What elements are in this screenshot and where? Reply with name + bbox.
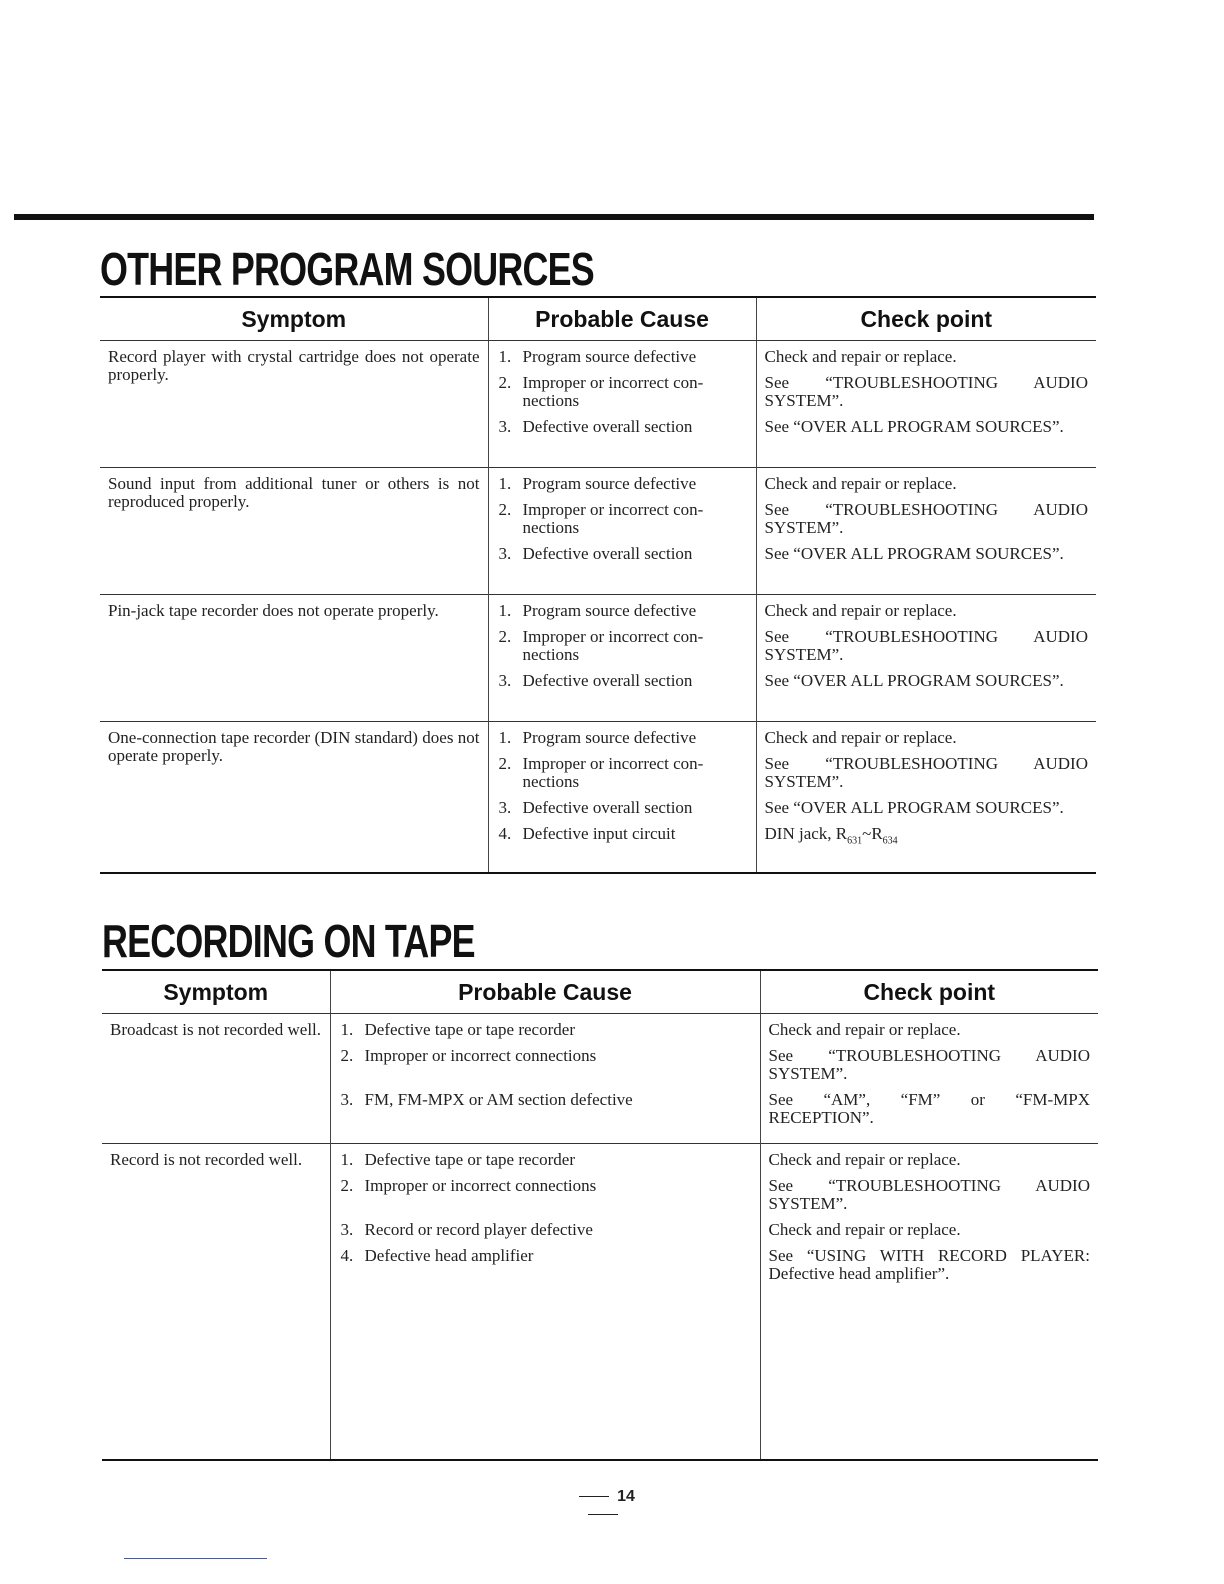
table-row xyxy=(100,341,1096,468)
cause-item: 1. Defective tape or tape recorder xyxy=(340,1150,575,1169)
cause-cell xyxy=(488,341,756,468)
check-item: See “OVER ALL PROGRAM SOURCES”. xyxy=(764,671,1064,690)
header-symptom: Symptom xyxy=(100,297,488,341)
header-symptom: Symptom xyxy=(102,970,330,1014)
cause-item: 4. Defective head amplifier xyxy=(340,1246,534,1265)
table-row xyxy=(100,468,1096,595)
cause-cell xyxy=(488,468,756,595)
check-cell xyxy=(756,595,1096,722)
check-cell xyxy=(760,1144,1098,1461)
cause-item: 2. Improper or incorrect connections xyxy=(340,1046,597,1065)
symptom-cell: One-connection tape recorder (DIN standard) does not operate properly. xyxy=(100,722,488,874)
table-row xyxy=(100,595,1096,722)
check-cell xyxy=(756,722,1096,874)
table-row xyxy=(102,1144,1098,1461)
check-item: See “USING WITH RECORD PLAYER: Defective head amplifier”. xyxy=(768,1246,1090,1283)
check-item: Check and repair or replace. xyxy=(768,1220,961,1239)
cause-cell xyxy=(488,722,756,874)
cause-item: 1. Program source defective xyxy=(498,601,697,620)
cause-item: 2. Improper or incorrect connections xyxy=(340,1176,597,1195)
page-number: 14 xyxy=(550,1488,656,1524)
check-item: See “AM”, “FM” or “FM-MPX RECEPTION”. xyxy=(768,1090,1090,1127)
cause-item: 3. Defective overall section xyxy=(498,671,693,690)
top-rule xyxy=(14,214,1094,220)
cause-item: 1. Program source defective xyxy=(498,474,697,493)
cause-item: 2. Improper or incorrect con-nections xyxy=(498,373,704,410)
cause-item: 1. Defective tape or tape recorder xyxy=(340,1020,575,1039)
cause-item: 3. FM, FM-MPX or AM section defective xyxy=(340,1090,633,1109)
footer-rule xyxy=(124,1558,267,1559)
check-item: Check and repair or replace. xyxy=(768,1020,961,1039)
check-item: See “TROUBLESHOOTING AUDIO SYSTEM”. xyxy=(764,754,1088,791)
check-cell xyxy=(756,341,1096,468)
check-cell xyxy=(756,468,1096,595)
check-cell xyxy=(760,1014,1098,1144)
header-check-point: Check point xyxy=(760,970,1098,1014)
check-item: See “TROUBLESHOOTING AUDIO SYSTEM”. xyxy=(764,627,1088,664)
check-item: Check and repair or replace. xyxy=(768,1150,961,1169)
header-check-point: Check point xyxy=(756,297,1096,341)
check-item: Check and repair or replace. xyxy=(764,347,957,366)
cause-item: 2. Improper or incorrect con-nections xyxy=(498,627,704,664)
table-row xyxy=(100,722,1096,874)
cause-item: 2. Improper or incorrect con-nections xyxy=(498,500,704,537)
cause-cell xyxy=(488,595,756,722)
cause-item: 3. Defective overall section xyxy=(498,798,693,817)
header-probable-cause: Probable Cause xyxy=(330,970,760,1014)
cause-item: 3. Defective overall section xyxy=(498,417,693,436)
check-item: See “TROUBLESHOOTING AUDIO SYSTEM”. xyxy=(764,373,1088,410)
symptom-cell: Record is not recorded well. xyxy=(102,1144,330,1461)
check-item: Check and repair or replace. xyxy=(764,601,957,620)
cause-item: 2. Improper or incorrect con-nections xyxy=(498,754,704,791)
check-item: DIN jack, $R_{631}\sim R_{634}$ xyxy=(764,824,898,847)
check-item: See “TROUBLESHOOTING AUDIO SYSTEM”. xyxy=(764,500,1088,537)
other-program-sources-table xyxy=(100,296,1096,874)
cause-item: 3. Record or record player defective xyxy=(340,1220,593,1239)
header-probable-cause: Probable Cause xyxy=(488,297,756,341)
symptom-cell: Record player with crystal cartridge does not operate properly. xyxy=(108,347,480,384)
table-row xyxy=(102,1014,1098,1144)
cause-item: 1. Program source defective xyxy=(498,347,697,366)
check-item: See “TROUBLESHOOTING AUDIO SYSTEM”. xyxy=(768,1046,1090,1083)
check-item: See “OVER ALL PROGRAM SOURCES”. xyxy=(764,544,1064,563)
symptom-cell: Broadcast is not recorded well. xyxy=(110,1020,322,1039)
check-item: Check and repair or replace. xyxy=(764,728,957,747)
check-item: See “OVER ALL PROGRAM SOURCES”. xyxy=(764,798,1064,817)
cause-item: 4. Defective input circuit xyxy=(498,824,676,843)
cause-item: 3. Defective overall section xyxy=(498,544,693,563)
symptom-cell: Sound input from additional tuner or others is not reproduced properly. xyxy=(100,468,488,595)
section-title-other-program-sources: OTHER PROGRAM SOURCES xyxy=(100,243,594,295)
check-item: See “OVER ALL PROGRAM SOURCES”. xyxy=(764,417,1064,436)
symptom-cell: Pin-jack tape recorder does not operate properly. xyxy=(100,595,488,722)
cause-item: 1. Program source defective xyxy=(498,728,697,747)
cause-cell xyxy=(330,1014,760,1144)
check-item: Check and repair or replace. xyxy=(764,474,957,493)
section-title-recording-on-tape: RECORDING ON TAPE xyxy=(102,915,475,967)
recording-on-tape-table xyxy=(102,969,1098,1461)
cause-cell xyxy=(330,1144,760,1461)
check-item: See “TROUBLESHOOTING AUDIO SYSTEM”. xyxy=(768,1176,1090,1213)
